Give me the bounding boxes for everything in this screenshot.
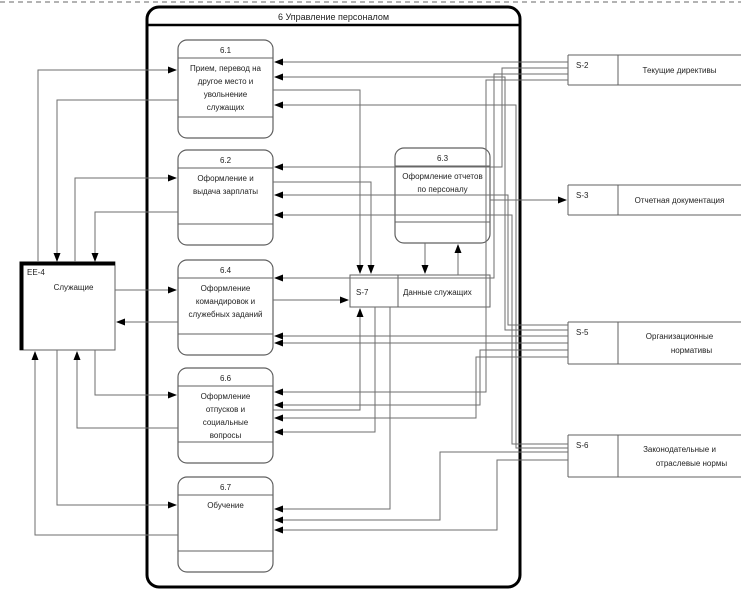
store-S-5-id: S-5: [576, 328, 589, 337]
datastore-s7-label: Данные служащих: [403, 288, 472, 297]
store-S-5-label: Организационные: [645, 332, 714, 341]
process-6.3-id: 6.3: [436, 154, 449, 163]
process-6.1-label-line: Прием, перевод на: [190, 64, 261, 73]
process-6.3-label-line: по персоналу: [417, 185, 468, 194]
process-6.1-id: 6.1: [219, 46, 232, 55]
process-6.2-label-line: выдача зарплаты: [192, 187, 259, 196]
process-6.2-label-line: Оформление и: [197, 174, 254, 183]
store-S-3-label: Отчетная документация: [634, 196, 725, 205]
process-6.1-label-line: служащих: [206, 103, 245, 112]
store-S-5-label2: нормативы: [670, 346, 713, 355]
store-S-6-id: S-6: [576, 441, 589, 450]
store-S-2-id: S-2: [576, 61, 589, 70]
store-S-6-label: Законодательные и: [643, 445, 716, 454]
store-S-6-label2: отраслевые нормы: [655, 459, 728, 468]
process-6.6-label-line: вопросы: [209, 431, 242, 440]
external-entity-label: Служащие: [53, 283, 94, 292]
process-6.4-label-line: служебных заданий: [188, 310, 263, 319]
store-S-2-label: Текущие директивы: [642, 66, 717, 75]
process-6.7-label-line: Обучение: [207, 501, 244, 510]
process-6.1-label-line: увольнение: [203, 90, 248, 99]
process-6.7-id: 6.7: [219, 483, 232, 492]
datastore-s7-id: S-7: [356, 288, 369, 297]
process-6.6-label-line: Оформление: [200, 392, 251, 401]
process-6.4-id: 6.4: [219, 266, 232, 275]
process-6.3-label-line: Оформление отчетов: [402, 172, 483, 181]
process-6.6-id: 6.6: [219, 374, 232, 383]
process-6.4-label-line: командировок и: [195, 297, 256, 306]
process-6.4-label-line: Оформление: [200, 284, 251, 293]
process-6.1-label-line: другое место и: [197, 77, 254, 86]
process-6.2-id: 6.2: [219, 156, 232, 165]
frame-title: 6 Управление персоналом: [277, 12, 390, 22]
process-6.6-label-line: отпусков и: [205, 405, 246, 414]
external-entity-id: EE-4: [27, 268, 45, 277]
store-S-3-id: S-3: [576, 191, 589, 200]
process-6.6-label-line: социальные: [202, 418, 249, 427]
